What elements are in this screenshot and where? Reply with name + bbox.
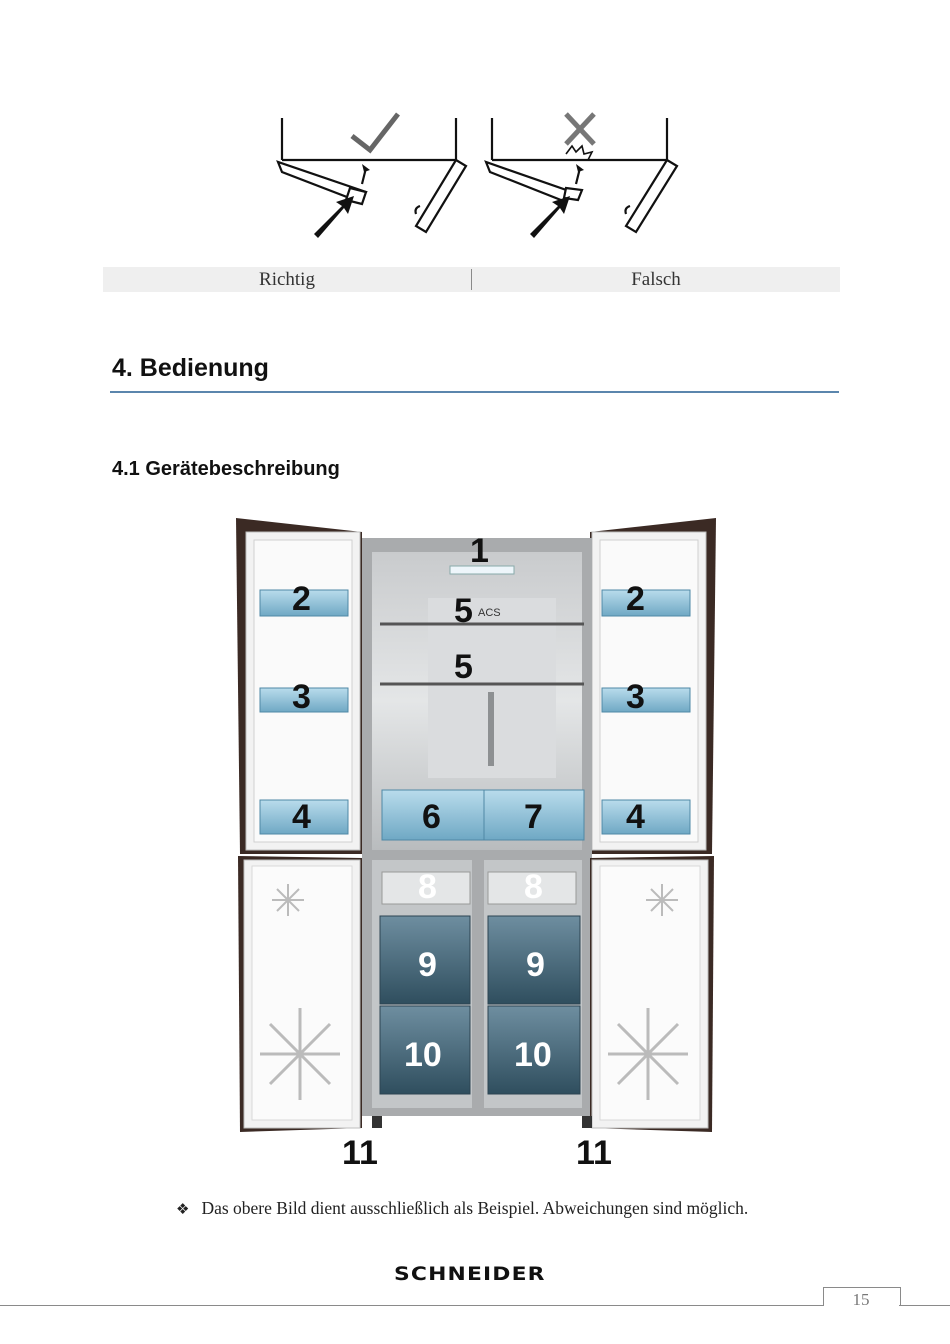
section-title: 4. Bedienung (112, 354, 269, 382)
correct-label: Richtig (259, 268, 315, 290)
callout-2-left: 2 (292, 580, 311, 618)
callout-7: 7 (524, 798, 543, 836)
right-freezer-door (590, 856, 714, 1132)
callout-10-right: 10 (514, 1036, 552, 1074)
right-fridge-door (590, 518, 716, 854)
callout-10-left: 10 (404, 1036, 442, 1074)
wrong-label: Falsch (631, 268, 681, 290)
correct-installation-illustration (278, 114, 466, 238)
check-icon (352, 114, 398, 150)
callout-8-left: 8 (418, 868, 437, 906)
callout-9-left: 9 (418, 946, 437, 984)
footer-rule (0, 1305, 823, 1306)
callout-6: 6 (422, 798, 441, 836)
callout-11-right: 11 (576, 1134, 612, 1172)
section-title-rule (110, 391, 839, 393)
page-number: 15 (852, 1290, 870, 1309)
diamond-bullet-icon: ❖ (176, 1199, 190, 1218)
example-note (176, 1198, 748, 1219)
right-foot (582, 1116, 592, 1128)
callout-9-right: 9 (526, 946, 545, 984)
callout-4-right: 4 (626, 798, 645, 836)
callout-5-lower: 5 (454, 648, 473, 686)
brand-logo: SCHNEIDER (394, 1263, 546, 1285)
callout-3-right: 3 (626, 678, 645, 716)
wrong-installation-illustration (486, 114, 677, 238)
callout-8-right: 8 (524, 868, 543, 906)
acs-badge: ACS (478, 607, 501, 619)
callout-4-left: 4 (292, 798, 311, 836)
callout-5-upper: 5 (454, 592, 473, 630)
installation-label-bar (103, 267, 840, 292)
cross-icon (566, 114, 594, 144)
fridge-diagram (232, 512, 720, 1172)
footer-rule-right (899, 1305, 950, 1306)
callout-3-left: 3 (292, 678, 311, 716)
note-text: Das obere Bild dient ausschließlich als Beispiel. Abweichungen sind möglich. (201, 1198, 749, 1218)
callout-11-left: 11 (342, 1134, 378, 1172)
fridge-cabinet (362, 538, 592, 1116)
subsection-title: 4.1 Gerätebeschreibung (112, 458, 340, 480)
door-installation-diagrams (270, 110, 690, 245)
left-foot (372, 1116, 382, 1128)
callout-2-right: 2 (626, 580, 645, 618)
callout-1: 1 (470, 532, 489, 570)
left-freezer-door (238, 856, 362, 1132)
